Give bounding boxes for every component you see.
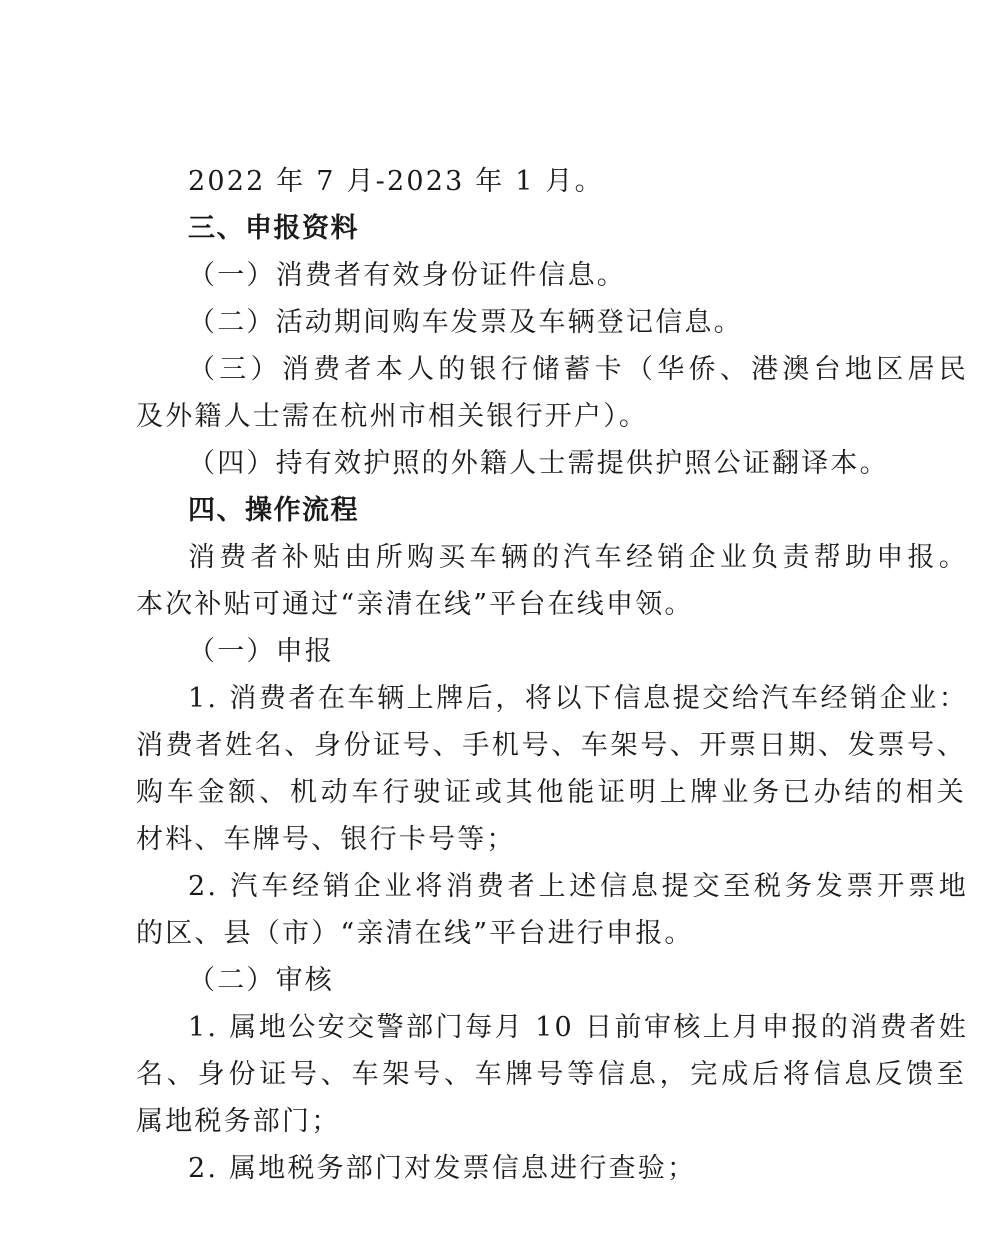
apply-step-1-line-4: 材料、车牌号、银行卡号等； — [136, 824, 516, 855]
section-heading-materials: 三、申报资料 — [188, 213, 359, 244]
material-item-4: （四）持有效护照的外籍人士需提供护照公证翻译本。 — [188, 448, 889, 479]
period-line: 2022 年 7 月-2023 年 1 月。 — [188, 166, 604, 197]
material-item-2: （二）活动期间购车发票及车辆登记信息。 — [188, 307, 743, 338]
subsection-heading-apply: （一）申报 — [188, 636, 334, 667]
apply-step-1-line-3: 购车金额、机动车行驶证或其他能证明上牌业务已办结的相关 — [136, 777, 966, 808]
review-step-1-line-1: 1. 属地公安交警部门每月 10 日前审核上月申报的消费者姓 — [188, 1012, 968, 1043]
review-step-1-line-3: 属地税务部门； — [136, 1106, 341, 1137]
section-heading-process: 四、操作流程 — [188, 495, 359, 526]
apply-step-2-line-1: 2. 汽车经销企业将消费者上述信息提交至税务发票开票地 — [188, 871, 968, 902]
process-intro-line-2: 本次补贴可通过“亲清在线”平台在线申领。 — [136, 589, 694, 620]
apply-step-1-line-1: 1. 消费者在车辆上牌后，将以下信息提交给汽车经销企业： — [188, 683, 968, 714]
review-step-1-line-2: 名、身份证号、车架号、车牌号等信息，完成后将信息反馈至 — [136, 1059, 966, 1090]
subsection-heading-review: （二）审核 — [188, 965, 334, 996]
material-item-3-line-1: （三）消费者本人的银行储蓄卡（华侨、港澳台地区居民 — [188, 354, 968, 385]
apply-step-2-line-2: 的区、县（市）“亲清在线”平台进行申报。 — [136, 918, 694, 949]
apply-step-1-line-2: 消费者姓名、身份证号、手机号、车架号、开票日期、发票号、 — [136, 730, 966, 761]
material-item-1: （一）消费者有效身份证件信息。 — [188, 260, 626, 291]
review-step-2-line-1: 2. 属地税务部门对发票信息进行查验； — [188, 1153, 697, 1184]
process-intro-line-1: 消费者补贴由所购买车辆的汽车经销企业负责帮助申报。 — [188, 542, 968, 573]
material-item-3-line-2: 及外籍人士需在杭州市相关银行开户）。 — [136, 401, 649, 432]
